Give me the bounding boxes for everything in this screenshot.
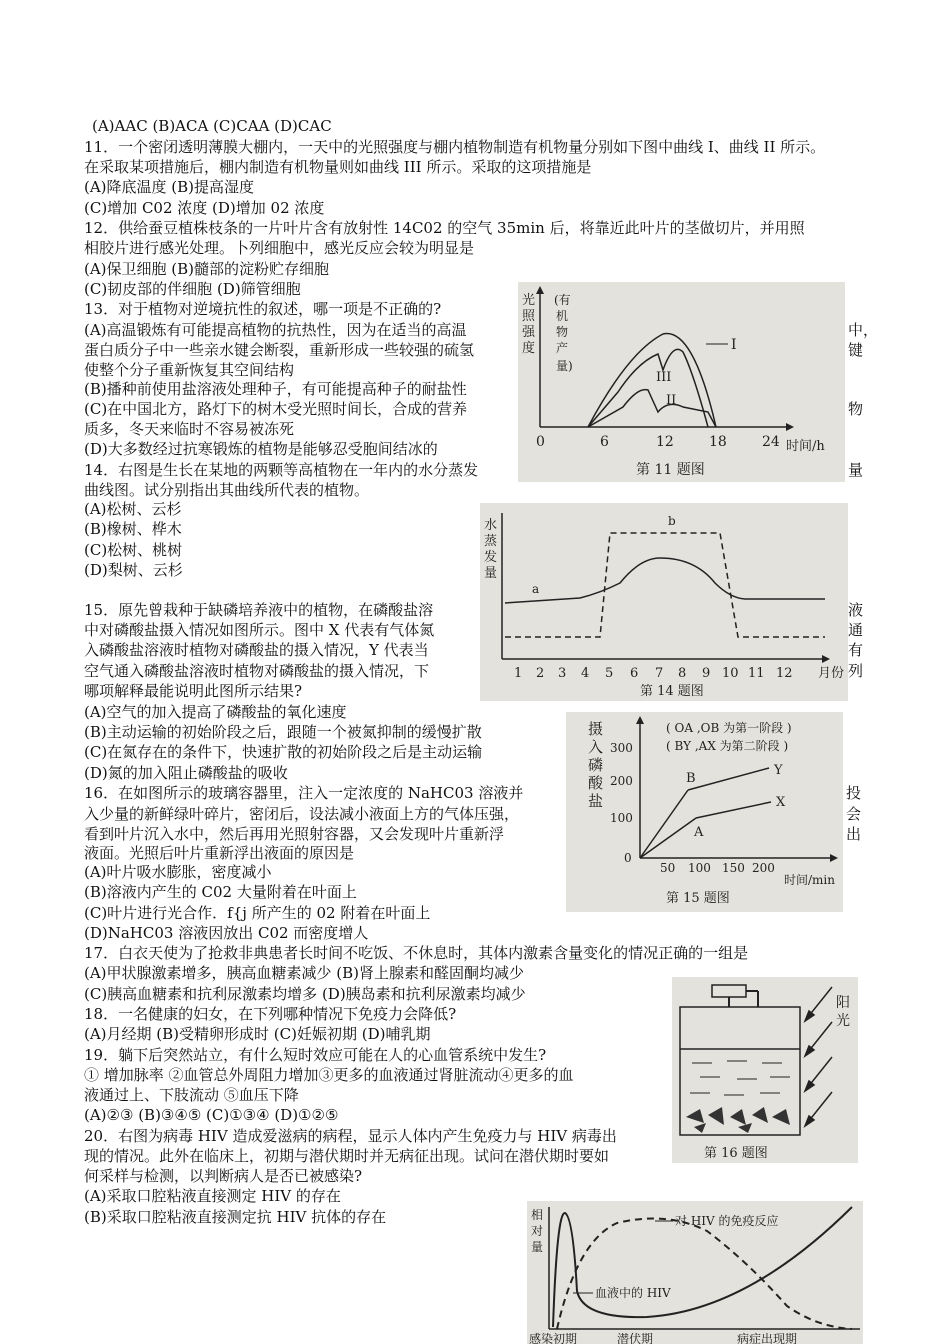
fig14-xtick-1: 1 (514, 666, 523, 681)
q15-stem-5: 哪项解释最能说明此图所示结果? (84, 682, 303, 700)
q15-stem-4: 空气通入磷酸盐溶液时植物对磷酸盐的摄入情况，下 (84, 662, 430, 680)
q15-stem-2: 中对磷酸盐摄入情况如图所示。图中 X 代表有气体氮 (84, 621, 435, 639)
fig14-ylabel-2: 发 (484, 550, 498, 565)
fig15-ylabel-1: 入 (588, 738, 604, 756)
fig20-ylabel-1: 对 (531, 1224, 544, 1238)
fig15-ylabel-3: 酸 (588, 774, 604, 792)
q14-option-c: (C)松树、桃树 (84, 541, 183, 559)
fig15-xtick-50: 50 (660, 861, 676, 875)
fig14-xtick-9: 9 (702, 666, 711, 681)
q11-stem-2: 在采取某项措施后，棚内制造有机物量则如曲线 III 所示。采取的这项措施是 (84, 158, 592, 176)
q15-stem-1: 15．原先曾栽种于缺磷培养液中的植物，在磷酸盐溶 (84, 601, 434, 619)
fig11-xtick-0: 0 (536, 434, 545, 450)
fig15-legend-2: ( BY ,AX 为第二阶段 ) (666, 739, 789, 753)
fig11-ylabel2-1: 机 (556, 309, 569, 323)
fig15-ylabel-4: 盐 (588, 792, 604, 810)
q17-options-cd: (C)胰高血糖素和抗利尿激素均增多 (D)胰岛素和抗利尿激素均减少 (84, 985, 526, 1003)
q15-option-b: (B)主动运输的初始阶段之后，跟随一个被氮抑制的缓慢扩散 (84, 723, 482, 741)
figure-16 (672, 977, 858, 1163)
q13-fragment-jian: 键 (848, 341, 864, 359)
fig15-xtick-200: 200 (752, 861, 775, 875)
q12-options-ab: (A)保卫细胞 (B)髓部的淀粉贮存细胞 (84, 260, 330, 278)
fig11-xtick-24: 24 (762, 434, 780, 450)
q16-fragment-hui: 会 (846, 805, 862, 823)
fig11-xunit: 时间/h (786, 439, 825, 454)
fig11-label-i: I (731, 337, 737, 353)
fig11-ylabel-0: 光 (522, 293, 536, 308)
q16-stem-3: 看到叶片沉入水中，然后再用光照射容器，又会发现叶片重新浮 (84, 825, 505, 843)
q13-option-d: (D)大多数经过抗寒锻炼的植物是能够忍受胞间结冰的 (84, 440, 438, 458)
fig11-ylabel2-2: 物 (556, 325, 569, 339)
fig15-xtick-150: 150 (722, 861, 745, 875)
q16-stem-4: 液面。光照后叶片重新浮出液面的原因是 (84, 844, 355, 862)
fig15-point-x: X (776, 795, 786, 810)
fig14-xtick-5: 5 (605, 666, 614, 681)
q14-option-b: (B)橡树、桦木 (84, 520, 182, 538)
q16-option-c: (C)叶片进行光合作．f{j 所产生的 02 附着在叶面上 (84, 904, 431, 922)
fig14-xtick-3: 3 (558, 666, 567, 681)
fig15-xtick-100: 100 (688, 861, 711, 875)
q16-option-d: (D)NaHC03 溶液因放出 C02 而密度增人 (84, 924, 369, 942)
q13-option-c-2: 质多，冬天来临时不容易被冻死 (84, 420, 295, 438)
fig15-ytick-200: 200 (610, 774, 633, 788)
fig14-xtick-6: 6 (630, 666, 639, 681)
fig15-ylabel-2: 磷 (588, 756, 604, 774)
fig14-label-a: a (532, 582, 540, 596)
q11-options-cd: (C)增加 C02 浓度 (D)增加 02 浓度 (84, 199, 325, 217)
q19-stem: 19．躺下后突然站立，有什么短时效应可能在人的心血管系统中发生? (84, 1046, 547, 1064)
fig11-curve-iii (588, 349, 708, 427)
q20-stem-2: 现的情况。此外在临床上，初期与潜伏期时并无病征出现。试问在潜伏期时要如 (84, 1147, 610, 1165)
fig14-xtick-10: 10 (722, 666, 739, 681)
q20-stem-3: 何采样与检测，以判断病人是否已被感染? (84, 1167, 363, 1185)
figure-15 (566, 712, 843, 912)
fig14-xtick-2: 2 (536, 666, 545, 681)
fig15-caption: 第 15 题图 (666, 891, 730, 906)
fig11-caption: 第 11 题图 (636, 462, 705, 478)
fig11-ylabel2-4: 量) (556, 359, 573, 373)
fig11-ylabel-1: 照 (522, 309, 536, 324)
sunlight-arrows (805, 987, 832, 1126)
fig14-xtick-12: 12 (776, 666, 793, 681)
q13-stem: 13．对于植物对逆境抗性的叙述，哪一项是不正确的? (84, 300, 442, 318)
fig14-series-a (505, 558, 825, 603)
fig11-ylabel2-0: (有 (554, 293, 571, 307)
fig14-xtick-4: 4 (581, 666, 590, 681)
q20-option-b: (B)采取口腔粘液直接测定抗 HIV 抗体的存在 (84, 1208, 387, 1226)
fig11-xtick-18: 18 (709, 434, 727, 450)
q12-stem-2: 相胶片进行感光处理。卜列细胞中，感光反应会较为明显是 (84, 239, 475, 257)
container-stopper (712, 985, 746, 997)
fig15-line-ax (696, 802, 771, 818)
fig14-ylabel-1: 蒸 (484, 534, 498, 549)
fig14-ylabel-3: 量 (484, 566, 498, 581)
fig15-ytick-300: 300 (610, 741, 633, 755)
q16-option-b: (B)溶液内产生的 C02 大量附着在叶面上 (84, 883, 357, 901)
fig15-line-by (688, 768, 769, 790)
q11-stem-1: 11．一个密闭透明薄膜大棚内，一天中的光照强度与棚内植物制造有机物量分别如下图中曲线 I、曲线 II 所示。 (84, 138, 826, 156)
q13-fragment-wu: 物 (848, 400, 864, 418)
fig20-ylabel-2: 量 (531, 1240, 544, 1254)
fig20-immune-label: 对 HIV 的免疫反应 (675, 1214, 779, 1228)
fig14-xtick-7: 7 (655, 666, 664, 681)
fig11-label-iii: III (656, 370, 672, 385)
fig20-xlabel-latent: 潜伏期 (617, 1332, 654, 1344)
fig20-xlabel-early: 感染初期 (529, 1332, 578, 1344)
q16-stem-1: 16．在如图所示的玻璃容器里，注入一定浓度的 NaHC03 溶液并 (84, 784, 524, 802)
figure-14 (480, 503, 848, 701)
fig11-label-ii: II (666, 393, 677, 408)
q14-option-d: (D)梨树、云杉 (84, 561, 183, 579)
fig15-point-y: Y (774, 763, 783, 778)
fig14-xtick-11: 11 (748, 666, 765, 681)
fig14-xtick-8: 8 (678, 666, 687, 681)
q13-fragment-zhong: 中， (848, 321, 879, 339)
q13-option-a-2: 蛋白质分子中一些亲水键会断裂，重新形成一些较强的硫氢 (84, 341, 475, 359)
fig14-series-b (505, 533, 825, 637)
q19-items-2: 液通过上、下肢流动 ⑤血压下降 (84, 1086, 299, 1104)
fig15-line-oa (640, 818, 696, 858)
q14-fragment-liang: 量 (848, 461, 864, 479)
fig14-label-b: b (668, 514, 676, 528)
figure-11 (518, 282, 845, 482)
q17-stem: 17．白衣天使为了抢救非典患者长时间不吃饭、不休息时，其体内激素含量变化的情况正确的一组是 (84, 944, 749, 962)
fig15-ylabel-0: 摄 (588, 720, 604, 738)
q16-stem-2: 入少量的新鲜绿叶碎片，密闭后，设法减小液面上方的气体压强， (84, 805, 520, 823)
q15-fragment-you: 有 (848, 641, 864, 659)
fig16-side-label-1: 光 (836, 1013, 850, 1029)
q15-option-c: (C)在氮存在的条件下，快速扩散的初始阶段之后是主动运输 (84, 743, 483, 761)
q13-option-a-3: 使整个分子重新恢复其空间结构 (84, 361, 295, 379)
q18-stem: 18．一名健康的妇女，在下列哪种情况下免疫力会降低? (84, 1005, 457, 1023)
q13-option-c-1: (C)在中国北方，路灯下的树木受光照时间长，合成的营养 (84, 400, 468, 418)
fig20-hiv-label: 血液中的 HIV (595, 1286, 671, 1300)
q19-options: (A)②③ (B)③④⑤ (C)①③④ (D)①②⑤ (84, 1106, 339, 1124)
q17-options-ab: (A)甲状腺激素增多，胰高血糖素减少 (B)肾上腺素和醛固酮均减少 (84, 964, 525, 982)
fig11-curve-i (588, 334, 716, 427)
fig11-ylabel-3: 度 (522, 341, 536, 356)
q15-stem-3: 入磷酸盐溶液时植物对磷酸盐的摄入情况，Y 代表当 (84, 641, 429, 659)
q14-stem-2: 曲线图。试分别指出其曲线所代表的植物。 (84, 481, 370, 499)
fig14-xunit: 月份 (818, 666, 845, 681)
fig20-ylabel-0: 相 (531, 1208, 544, 1222)
q15-fragment-ye: 液 (848, 601, 864, 619)
fig20-xlabel-symptom: 病症出现期 (737, 1332, 798, 1344)
q12-stem-1: 12．供给蚕豆植株枝条的一片叶片含有放射性 14C02 的空气 35min 后，将靠近此叶片的茎做切片，并用照 (84, 219, 805, 237)
q14-option-a: (A)松树、云杉 (84, 500, 182, 518)
fig11-ylabel-2: 强 (522, 325, 536, 340)
q18-options: (A)月经期 (B)受精卵形成时 (C)妊娠初期 (D)哺乳期 (84, 1025, 431, 1043)
fig11-ylabel2-3: 产 (556, 341, 569, 355)
q10-options: (A)AAC (B)ACA (C)CAA (D)CAC (92, 117, 332, 135)
q11-options-ab: (A)降底温度 (B)提高湿度 (84, 178, 255, 196)
q16-fragment-tou: 投 (846, 784, 862, 802)
fig14-ylabel-0: 水 (484, 518, 498, 533)
fig11-xtick-12: 12 (656, 434, 674, 450)
sunken-leaf-fragments (686, 1107, 790, 1133)
fig15-ytick-100: 100 (610, 811, 633, 825)
q16-option-a: (A)叶片吸水膨胀，密度减小 (84, 863, 272, 881)
figure-20 (527, 1201, 863, 1344)
q15-fragment-tong: 通 (848, 621, 864, 639)
fig15-point-b: B (686, 771, 696, 786)
fig15-point-a: A (694, 825, 704, 840)
q16-fragment-chu: 出 (846, 825, 862, 843)
q13-option-b: (B)播种前使用盐溶液处理种子，有可能提高种子的耐盐性 (84, 380, 467, 398)
fig16-side-label-0: 阳 (836, 995, 850, 1011)
fig15-ytick-0: 0 (624, 851, 632, 865)
q20-stem-1: 20．右图为病毒 HIV 造成爱滋病的病程，显示人体内产生免疫力与 HIV 病毒出 (84, 1127, 617, 1145)
fig15-xunit: 时间/min (784, 873, 835, 887)
q15-option-a: (A)空气的加入提高了磷酸盐的氧化速度 (84, 703, 347, 721)
q20-option-a: (A)采取口腔粘液直接测定 HIV 的存在 (84, 1187, 341, 1205)
q15-fragment-lie: 列 (848, 662, 864, 680)
q19-items-1: ① 增加脉率 ②血管总外周阻力增加③更多的血液通过肾脏流动④更多的血 (84, 1066, 574, 1084)
fig15-legend-1: ( OA ,OB 为第一阶段 ) (666, 721, 792, 735)
q14-stem-1: 14．右图是生长在某地的两颗等高植物在一年内的水分蒸发 (84, 461, 479, 479)
fig14-caption: 第 14 题图 (640, 684, 704, 699)
q15-option-d: (D)氮的加入阻止磷酸盐的吸收 (84, 764, 288, 782)
fig11-xtick-6: 6 (600, 434, 609, 450)
fig16-caption: 第 16 题图 (704, 1146, 768, 1161)
q13-option-a-1: (A)高温锻炼有可能提高植物的抗热性，因为在适当的高温 (84, 321, 467, 339)
fig15-line-ob (640, 790, 688, 858)
q12-options-cd: (C)韧皮部的伴细胞 (D)筛管细胞 (84, 280, 301, 298)
